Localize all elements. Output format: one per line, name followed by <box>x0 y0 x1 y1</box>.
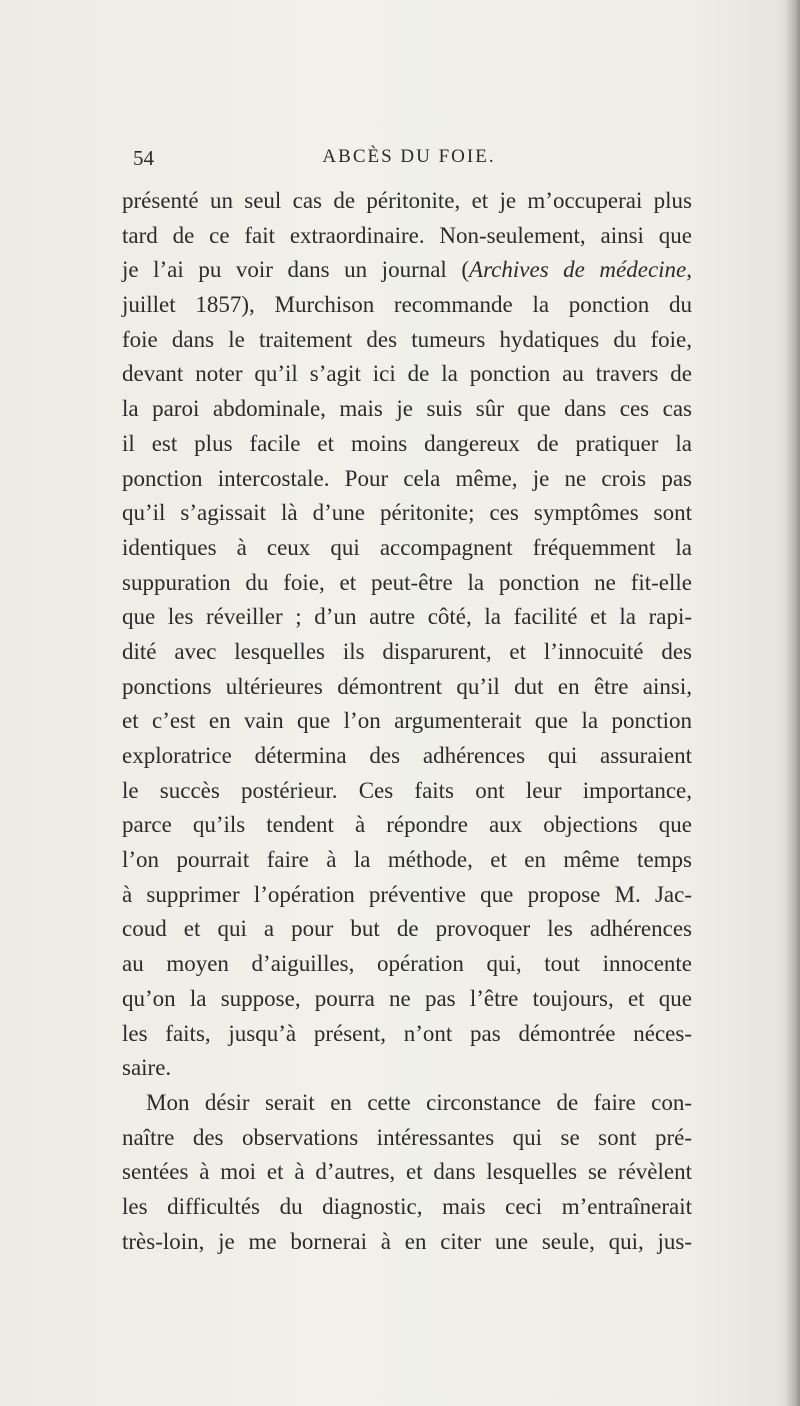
text-line: les faits, jusqu’à présent, n’ont pas démontrée néces- <box>122 1020 692 1046</box>
body-text <box>122 184 692 1259</box>
text-line: qu’on la suppose, pourra ne pas l’être toujours, et que <box>122 985 692 1011</box>
text-line-part: je l’ai pu voir dans un journal ( <box>122 257 470 283</box>
running-title: ABCÈS DU FOIE. <box>322 146 496 167</box>
text-line: présenté un seul cas de péritonite, et je m’occuperai plus <box>122 188 692 213</box>
text-line: le succès postérieur. Ces faits ont leur importance, <box>122 777 692 803</box>
journal-title: Archives de médecine <box>469 257 687 283</box>
text-line: il est plus facile et moins dangereux de pratiquer la <box>122 430 692 456</box>
text-line: tard de ce fait extraordinaire. Non-seulement, ainsi que <box>122 222 692 248</box>
page-number: 54 <box>133 146 154 170</box>
text-line: la paroi abdominale, mais je suis sûr que dans ces cas <box>122 396 692 422</box>
text-line: à supprimer l’opération préventive que propose M. Jac- <box>122 881 692 907</box>
text-line: coud et qui a pour but de provoquer les adhérences <box>122 916 692 942</box>
text-line: très-loin, je me bornerai à en citer une seule, qui, jus- <box>122 1228 692 1254</box>
text-line-part: , <box>686 257 693 283</box>
text-line: Mon désir serait en cette circonstance de faire con- <box>146 1089 692 1115</box>
text-line: les difficultés du diagnostic, mais ceci m’entraînerait <box>122 1193 692 1219</box>
running-head <box>133 146 685 176</box>
text-line: que les réveiller ; d’un autre côté, la facilité et la rapi- <box>122 604 692 630</box>
text-line: identiques à ceux qui accompagnent fréquemment la <box>122 534 692 560</box>
text-line: juillet 1857), Murchison recommande la ponction du <box>122 292 692 318</box>
text-line <box>122 253 692 288</box>
text-line: au moyen d’aiguilles, opération qui, tout innocente <box>122 951 692 977</box>
text-line: et c’est en vain que l’on argumenterait que la ponction <box>122 708 692 734</box>
text-line: ponctions ultérieures démontrent qu’il dut en être ainsi, <box>122 673 692 699</box>
text-line: devant noter qu’il s’agit ici de la ponction au travers de <box>122 361 692 387</box>
text-line: naître des observations intéressantes qui se sont pré- <box>122 1124 692 1150</box>
text-line: ponction intercostale. Pour cela même, je ne crois pas <box>122 465 692 491</box>
text-line: exploratrice détermina des adhérences qui assuraient <box>122 743 692 768</box>
page-edge-shadow <box>786 0 800 1406</box>
text-line: dité avec lesquelles ils disparurent, et l’innocuité des <box>122 638 692 664</box>
text-line: l’on pourrait faire à la méthode, et en même temps <box>122 847 692 873</box>
text-line: qu’il s’agissait là d’une péritonite; ces symptômes sont <box>122 500 692 526</box>
text-line: suppuration du foie, et peut-être la ponction ne fit-elle <box>122 569 692 595</box>
text-line: foie dans le traitement des tumeurs hydatiques du foie, <box>122 326 692 352</box>
text-line: parce qu’ils tendent à répondre aux objections que <box>122 812 692 838</box>
text-line: sentées à moi et à d’autres, et dans lesquelles se révèlent <box>122 1159 692 1185</box>
text-line: saire. <box>122 1055 172 1081</box>
